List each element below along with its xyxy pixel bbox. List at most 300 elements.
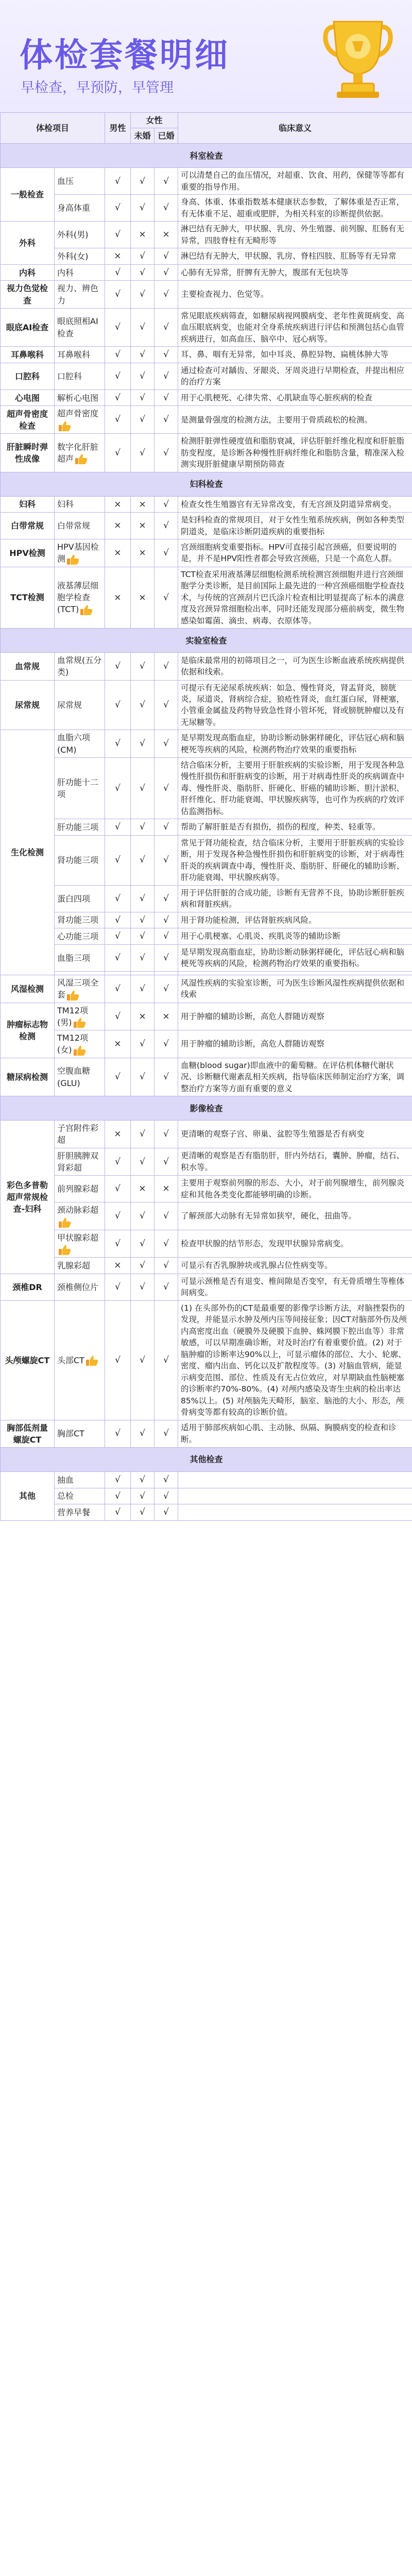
unmarried-mark: ×: [131, 1003, 154, 1030]
male-mark: √: [105, 1504, 131, 1521]
married-mark: √: [154, 1300, 178, 1420]
category-cell: 糖尿病检测: [1, 1058, 55, 1096]
item-cell: 甲状腺彩超: [55, 1230, 105, 1258]
male-mark: √: [105, 912, 131, 928]
item-cell: [55, 971, 105, 975]
meaning-cell: 通过检查可对龋齿、牙龈炎、牙周炎进行早期检查，并提出相应的治疗方案: [178, 363, 412, 389]
table-row: [1, 975, 412, 1003]
table-row: [1, 1471, 412, 1488]
male-mark: √: [105, 1058, 131, 1096]
item-cell: 总检: [55, 1488, 105, 1504]
item-cell: 妇科: [55, 496, 105, 513]
married-mark: √: [154, 928, 178, 945]
unmarried-mark: √: [131, 1148, 154, 1175]
table-row: [1, 944, 412, 971]
item-cell: 乳腺彩超: [55, 1258, 105, 1274]
table-row: [1, 195, 412, 222]
meaning-cell: 是临床最常用的初筛项目之一，可为医生诊断血液系统疾病提供依据和线索。: [178, 653, 412, 680]
married-mark: √: [154, 1488, 178, 1504]
category-cell: 口腔科: [1, 363, 55, 389]
male-mark: √: [105, 308, 131, 346]
category-cell: 生化检测: [1, 730, 55, 975]
meaning-cell: 帮助了解肝脏是否有损伤，损伤的程度，种类、轻重等。: [178, 819, 412, 836]
male-mark: √: [105, 1230, 131, 1258]
male-mark: √: [105, 195, 131, 222]
married-mark: √: [154, 835, 178, 885]
category-cell: 心电图: [1, 389, 55, 406]
table-row: [1, 1058, 412, 1096]
male-mark: √: [105, 1300, 131, 1420]
unmarried-mark: √: [131, 680, 154, 730]
married-mark: √: [154, 819, 178, 836]
table-row: [1, 928, 412, 945]
unmarried-mark: √: [131, 1258, 154, 1274]
married-mark: √: [154, 944, 178, 971]
married-mark: √: [154, 1420, 178, 1447]
category-cell: 胸部低剂量螺旋CT: [1, 1420, 55, 1447]
unmarried-mark: [131, 971, 154, 975]
thumbs-up-icon: [73, 1017, 87, 1028]
table-row: [1, 1003, 412, 1030]
unmarried-mark: √: [131, 1300, 154, 1420]
table-row: [1, 757, 412, 819]
meaning-cell: [178, 1488, 412, 1504]
table-row: [1, 363, 412, 389]
married-mark: √: [154, 757, 178, 819]
married-mark: √: [154, 975, 178, 1003]
table-row: [1, 281, 412, 308]
male-mark: √: [105, 434, 131, 472]
married-mark: √: [154, 168, 178, 195]
married-mark: √: [154, 539, 178, 567]
header-female: 女性: [131, 113, 178, 128]
meaning-cell: [178, 1504, 412, 1521]
meaning-cell: 用于肿瘤的辅助诊断，高危人群随访观察: [178, 1003, 412, 1030]
page-title: 体检套餐明细: [20, 37, 230, 75]
section-title: 妇科检查: [1, 472, 412, 496]
male-mark: √: [105, 264, 131, 281]
category-cell: 超声骨密度检查: [1, 406, 55, 434]
thumbs-up-icon: [58, 420, 72, 432]
category-cell: 彩色多普勒超声常规检查-妇科: [1, 1121, 55, 1274]
meaning-cell: 主要检查视力、色觉等。: [178, 281, 412, 308]
table-row: [1, 513, 412, 539]
unmarried-mark: √: [131, 1274, 154, 1300]
married-mark: √: [154, 264, 178, 281]
unmarried-mark: ×: [131, 539, 154, 567]
header-project: 体检项目: [1, 113, 105, 144]
section-header: [1, 144, 412, 168]
married-mark: √: [154, 885, 178, 912]
meaning-cell: 常见眼底疾病筛查，如糖尿病视网膜病变、老年性黄斑病变、高血压眼底病变，也能对全身系统疾病进行评估和预测包括心血管疾病进行，如高血压、脑卒中、冠心病等。: [178, 308, 412, 346]
meaning-cell: 了解颈部大动脉有无异常如狭窄，硬化，扭曲等。: [178, 1202, 412, 1230]
unmarried-mark: √: [131, 406, 154, 434]
male-mark: ×: [105, 1258, 131, 1274]
married-mark: √: [154, 730, 178, 757]
male-mark: ×: [105, 513, 131, 539]
category-cell: 风湿检测: [1, 975, 55, 1003]
male-mark: ×: [105, 539, 131, 567]
married-mark: ×: [154, 1003, 178, 1030]
category-cell: 头颅螺旋CT: [1, 1300, 55, 1420]
header-meaning: 临床意义: [178, 113, 412, 144]
male-mark: √: [105, 168, 131, 195]
male-mark: √: [105, 680, 131, 730]
table-row: [1, 1258, 412, 1274]
section-title: 科室检查: [1, 144, 412, 168]
category-cell: 一般检查: [1, 168, 55, 222]
meaning-cell: 血糖(blood sugar)即血液中的葡萄糖。在评估机体糖代谢状况、诊断糖代谢紊乱相关疾病，指导临床医师制定治疗方案，调整治疗方案等方面有重要的意义: [178, 1058, 412, 1096]
meaning-cell: 用于肿瘤的辅助诊断，高危人群随访观察: [178, 1030, 412, 1058]
meaning-cell: 常见于肾功能检查，结合临床分析，主要用于肝脏疾病的实验诊断，用于发现各种急慢性肝损伤和肝脏病变的诊断，对于病毒性肝炎的疾病调查中毒，慢性肝炎、脂肪肝、肝硬化的辅助诊断、肝功能衰竭、甲状腺疾病等。: [178, 835, 412, 885]
unmarried-mark: √: [131, 168, 154, 195]
meaning-cell: 主要用于观察前列腺的形态、大小，对于前列腺增生，前列腺炎症和其他各类变化都能够明确的诊断。: [178, 1176, 412, 1202]
unmarried-mark: √: [131, 928, 154, 945]
unmarried-mark: √: [131, 308, 154, 346]
male-mark: √: [105, 1471, 131, 1488]
unmarried-mark: √: [131, 835, 154, 885]
category-cell: 眼底AI检查: [1, 308, 55, 346]
meaning-cell: 检查甲状腺的结节形态，发现甲状腺异常病变。: [178, 1230, 412, 1258]
table-row: [1, 1504, 412, 1521]
married-mark: √: [154, 1148, 178, 1175]
unmarried-mark: √: [131, 1504, 154, 1521]
unmarried-mark: √: [131, 730, 154, 757]
male-mark: √: [105, 885, 131, 912]
meaning-cell: 可以清楚自己的血压情况，对超重、饮食、用药，保健等等都有重要的指导作用。: [178, 168, 412, 195]
meaning-cell: 可显示颈椎是否有退变、椎间隙是否变窄，有无骨质增生等椎体间病变。: [178, 1274, 412, 1300]
male-mark: √: [105, 347, 131, 363]
married-mark: √: [154, 912, 178, 928]
married-mark: ×: [154, 1176, 178, 1202]
male-mark: √: [105, 757, 131, 819]
thumbs-up-icon: [80, 604, 93, 616]
male-mark: √: [105, 1274, 131, 1300]
male-mark: √: [105, 928, 131, 945]
thumbs-up-icon: [75, 453, 88, 465]
item-cell: 血压: [55, 168, 105, 195]
table-row: [1, 496, 412, 513]
meaning-cell: 耳、鼻、咽有无异常，如中耳炎、鼻腔异物、扁桃体肿大等: [178, 347, 412, 363]
married-mark: √: [154, 680, 178, 730]
married-mark: √: [154, 513, 178, 539]
male-mark: √: [105, 281, 131, 308]
table-row: [1, 1230, 412, 1258]
table-row: [1, 1488, 412, 1504]
thumbs-up-icon: [58, 1217, 72, 1228]
unmarried-mark: √: [131, 757, 154, 819]
married-mark: √: [154, 567, 178, 628]
male-mark: √: [105, 1176, 131, 1202]
category-cell: 内科: [1, 264, 55, 281]
unmarried-mark: √: [131, 1471, 154, 1488]
unmarried-mark: √: [131, 347, 154, 363]
header-male: 男性: [105, 113, 131, 144]
item-cell: 风湿三项全套: [55, 975, 105, 1003]
category-cell: TCT检测: [1, 567, 55, 628]
table-row: [1, 1274, 412, 1300]
table-row: [1, 406, 412, 434]
meaning-cell: 用于心肌梗死、心律失常、心肌缺血等心脏疾病的检查: [178, 389, 412, 406]
married-mark: √: [154, 308, 178, 346]
item-cell: 肝胆胰脾双肾彩超: [55, 1148, 105, 1175]
table-row: [1, 835, 412, 885]
married-mark: √: [154, 1058, 178, 1096]
item-cell: TM12项(男): [55, 1003, 105, 1030]
table-row: [1, 222, 412, 248]
item-cell: 前列腺彩超: [55, 1176, 105, 1202]
header-banner: [0, 0, 412, 112]
male-mark: [105, 971, 131, 975]
male-mark: √: [105, 363, 131, 389]
thumbs-up-icon: [73, 1045, 87, 1056]
male-mark: ×: [105, 1030, 131, 1058]
item-cell: 颈椎侧位片: [55, 1274, 105, 1300]
male-mark: √: [105, 730, 131, 757]
married-mark: ×: [154, 222, 178, 248]
married-mark: √: [154, 281, 178, 308]
male-mark: ×: [105, 1121, 131, 1148]
page-subtitle: 早检查，早预防，早管理: [21, 80, 174, 96]
male-mark: √: [105, 1148, 131, 1175]
married-mark: √: [154, 1030, 178, 1058]
item-cell: 视力、辨色力: [55, 281, 105, 308]
item-cell: 眼底照相AI检查: [55, 308, 105, 346]
item-cell: 白带常规: [55, 513, 105, 539]
male-mark: √: [105, 1202, 131, 1230]
married-mark: √: [154, 496, 178, 513]
unmarried-mark: √: [131, 195, 154, 222]
item-cell: TM12项(女): [55, 1030, 105, 1058]
table-row: [1, 819, 412, 836]
item-cell: 血脂六项(CM): [55, 730, 105, 757]
meaning-cell: 更清晰的观察是否有脂肪肝，肝内外结石，囊肿、肿瘤，结石、积水等。: [178, 1148, 412, 1175]
header-married: 已婚: [154, 128, 178, 144]
trophy-icon: [319, 11, 397, 101]
item-cell: 血脂三项: [55, 944, 105, 971]
unmarried-mark: ×: [131, 513, 154, 539]
section-header: [1, 472, 412, 496]
table-row: [1, 567, 412, 628]
unmarried-mark: ×: [131, 1176, 154, 1202]
married-mark: √: [154, 406, 178, 434]
meaning-cell: 淋巴结有无肿大，甲状腺、乳房、脊柱四肢、肛肠等有无异常: [178, 248, 412, 265]
table-row: [1, 1202, 412, 1230]
male-mark: ×: [105, 496, 131, 513]
table-row: [1, 1148, 412, 1175]
male-mark: √: [105, 975, 131, 1003]
item-cell: 口腔科: [55, 363, 105, 389]
item-cell: 超声骨密度: [55, 406, 105, 434]
meaning-cell: [178, 1471, 412, 1488]
table-body: [1, 144, 412, 1521]
table-row: [1, 1176, 412, 1202]
meaning-cell: 可显示有否乳腺肿块或乳腺占位性病变等。: [178, 1258, 412, 1274]
item-cell: 耳鼻喉科: [55, 347, 105, 363]
table-row: [1, 347, 412, 363]
table-row: [1, 308, 412, 346]
male-mark: √: [105, 653, 131, 680]
item-cell: 抽血: [55, 1471, 105, 1488]
item-cell: 肾功能三项: [55, 912, 105, 928]
married-mark: √: [154, 1258, 178, 1274]
category-cell: 其他: [1, 1471, 55, 1520]
section-header: [1, 629, 412, 653]
table-row: [1, 1420, 412, 1447]
category-cell: 尿常规: [1, 680, 55, 730]
unmarried-mark: ×: [131, 222, 154, 248]
unmarried-mark: √: [131, 819, 154, 836]
married-mark: [154, 971, 178, 975]
male-mark: √: [105, 389, 131, 406]
unmarried-mark: √: [131, 1230, 154, 1258]
item-cell: 血常规(五分类): [55, 653, 105, 680]
married-mark: √: [154, 347, 178, 363]
male-mark: √: [105, 944, 131, 971]
unmarried-mark: √: [131, 975, 154, 1003]
item-cell: 营养早餐: [55, 1504, 105, 1521]
item-cell: 颈动脉彩超: [55, 1202, 105, 1230]
unmarried-mark: √: [131, 944, 154, 971]
category-cell: 视力色觉检查: [1, 281, 55, 308]
unmarried-mark: √: [131, 653, 154, 680]
married-mark: √: [154, 195, 178, 222]
unmarried-mark: √: [131, 885, 154, 912]
married-mark: √: [154, 1471, 178, 1488]
male-mark: √: [105, 406, 131, 434]
table-row: [1, 539, 412, 567]
category-cell: HPV检测: [1, 539, 55, 567]
meaning-cell: 结合临床分析，主要用于肝脏疾病的实验诊断，用于发现各种急慢性肝损伤和肝脏病变的诊断，用于对病毒性肝炎的疾病调查中毒、慢性肝炎、脂肪肝、肝硬化、肝癌的辅助诊断、胆汁淤积、肝纤维化、肝功能衰竭、甲状腺疾病等，也可作为疾病的疗效评估监测指标。: [178, 757, 412, 819]
item-cell: 胸部CT: [55, 1420, 105, 1447]
table-row: [1, 971, 412, 975]
package-table: [0, 112, 412, 1521]
meaning-cell: 可提示有无泌尿系统疾病：如急、慢性肾炎，肾盂肾炎，膀胱炎，尿道炎，肾病综合症，狼疮性肾炎，血红蛋白尿，肾梗塞，小管重金属盐及药物导致急性肾小管坏死，肾或膀胱肿瘤以及有无尿糖等。: [178, 680, 412, 730]
married-mark: √: [154, 363, 178, 389]
table-row: [1, 885, 412, 912]
meaning-cell: 心肺有无异常，肝脾有无肿大，腹部有无包块等: [178, 264, 412, 281]
meaning-cell: 是早期发现高脂血症，协助诊断动脉粥样硬化，评估冠心病和脑梗死等疾病的风险，检测药物治疗效果的重要指标: [178, 730, 412, 757]
table-row: [1, 1300, 412, 1420]
male-mark: √: [105, 1003, 131, 1030]
category-cell: 颈椎DR: [1, 1274, 55, 1300]
married-mark: √: [154, 1274, 178, 1300]
unmarried-mark: ×: [131, 496, 154, 513]
unmarried-mark: √: [131, 1030, 154, 1058]
married-mark: √: [154, 1504, 178, 1521]
category-cell: 耳鼻喉科: [1, 347, 55, 363]
category-cell: 肝脏瞬时弹性成像: [1, 434, 55, 472]
item-cell: 空腹血糖(GLU): [55, 1058, 105, 1096]
unmarried-mark: √: [131, 1420, 154, 1447]
table-row: [1, 434, 412, 472]
table-row: [1, 389, 412, 406]
unmarried-mark: √: [131, 912, 154, 928]
item-cell: 身高体重: [55, 195, 105, 222]
meaning-cell: 身高、体重、体重指数基本健康状态参数，了解体重是否正常，有无体重不足、超重或肥胖，为相关科室的诊断提供依据。: [178, 195, 412, 222]
item-cell: 心功能三项: [55, 928, 105, 945]
thumbs-up-icon: [85, 1355, 99, 1366]
item-cell: 子宫附件彩超: [55, 1121, 105, 1148]
section-header: [1, 1096, 412, 1121]
unmarried-mark: √: [131, 363, 154, 389]
item-cell: 内科: [55, 264, 105, 281]
male-mark: ×: [105, 567, 131, 628]
meaning-cell: 检测肝脏弹性硬度值和脂肪衰减，评估肝脏纤维化程度和肝脏脂肪变程度，是诊断各种慢性肝病纤维化和脂肪含量，精准深入检测实现肝脏健康早期预防筛查: [178, 434, 412, 472]
section-title: 其他检查: [1, 1447, 412, 1471]
meaning-cell: 是妇科检查的常规项目，对于女性生殖系统疾病，例如各种类型阴道炎，是临床诊断阴道疾病的重要指标: [178, 513, 412, 539]
meaning-cell: 是测量骨强度的检测方法，主要用于骨质疏松的检测。: [178, 406, 412, 434]
table-row: [1, 912, 412, 928]
unmarried-mark: √: [131, 434, 154, 472]
married-mark: √: [154, 1230, 178, 1258]
item-cell: 外科(男): [55, 222, 105, 248]
unmarried-mark: √: [131, 389, 154, 406]
meaning-cell: [178, 971, 412, 975]
meaning-cell: 更清晰的观察子宫、卵巢、盆腔等生殖器是否有病变: [178, 1121, 412, 1148]
married-mark: √: [154, 1202, 178, 1230]
item-cell: 数字化肝脏超声: [55, 434, 105, 472]
unmarried-mark: √: [131, 281, 154, 308]
item-cell: 头部CT: [55, 1300, 105, 1420]
meaning-cell: 适用于肺部疾病如心肌、主动脉、纵隔、胸膜病变的检查和诊断。: [178, 1420, 412, 1447]
item-cell: 肾功能三项: [55, 835, 105, 885]
married-mark: √: [154, 248, 178, 265]
item-cell: 尿常规: [55, 680, 105, 730]
meaning-cell: 淋巴结有无肿大，甲状腺、乳房、外生殖器、前列腺、肛肠有无异常，四肢脊柱有无畸形等: [178, 222, 412, 248]
meaning-cell: 用于肾功能检测，评估肾脏疾病风险。: [178, 912, 412, 928]
section-title: 影像检查: [1, 1096, 412, 1121]
header-unmarried: 未婚: [131, 128, 154, 144]
meaning-cell: (1) 在头部外伤的CT是最重要的影像学诊断方法，对脑挫裂伤的发现，并能显示水肿及颅内压等间接征象；因CT对脑部外伤及颅内高密度出血（硬膜外及硬膜下血肿、蛛网膜下腔出血等）非常敏感，可以早期准确诊断，对及时治疗有着重要价值。(2) 对于脑肿瘤的诊断率达90%以上，可显示瘤体的部位、大小、轮廓、密度、瘤内出血、钙化以及扩散程度等。(3) 对脑血管病，能显示病变范围、部位、性质及有无占位效应，对早期缺血性脑梗塞的诊断率约70%-80%。(4) 对颅内感染及寄生虫病的检出率达85%以上。(5) 对颅脑先天畸形，脑室、脑池的大小、形态，颅骨病变等都有较高的诊断价值。: [178, 1300, 412, 1420]
item-cell: 肝功能十二项: [55, 757, 105, 819]
meaning-cell: 是早期发现高脂血症，协助诊断动脉粥样硬化，评估冠心病和脑梗死等疾病的风险，检测药物治疗效果的重要指标。: [178, 944, 412, 971]
table-row: [1, 264, 412, 281]
thumbs-up-icon: [66, 990, 80, 1001]
category-cell: 白带常规: [1, 513, 55, 539]
married-mark: √: [154, 1121, 178, 1148]
category-cell: 外科: [1, 222, 55, 265]
table-row: [1, 730, 412, 757]
male-mark: √: [105, 222, 131, 248]
table-row: [1, 248, 412, 265]
category-cell: 肿瘤标志物检测: [1, 1003, 55, 1058]
male-mark: √: [105, 1488, 131, 1504]
item-cell: 蛋白四项: [55, 885, 105, 912]
unmarried-mark: √: [131, 1121, 154, 1148]
item-cell: 肝功能三项: [55, 819, 105, 836]
unmarried-mark: ×: [131, 567, 154, 628]
category-cell: 妇科: [1, 496, 55, 513]
unmarried-mark: √: [131, 248, 154, 265]
item-cell: HPV基因检测: [55, 539, 105, 567]
table-row: [1, 1121, 412, 1148]
meaning-cell: 宫颈细胞病变重要指标。HPV可直接引起宫颈癌，但要说明的是，并不是HPV阳性者都会导致宫颈癌，只是一个高危人群。: [178, 539, 412, 567]
married-mark: √: [154, 653, 178, 680]
meaning-cell: TCT检查采用液基薄层细胞检测系统检测宫颈细胞并进行宫颈细胞学分类诊断，是目前国际上最先进的一种宫颈癌细胞学检查技术，与传统的宫颈刮片巴氏涂片检查相比明显提高了标本的满意度及宫颈异常细胞检出率，同时还能发现部分癌前病变，微生物感染如霉菌、滴虫、病毒、衣原体等。: [178, 567, 412, 628]
meaning-cell: 用于心肌梗塞、心肌炎、疾肌炎等的辅助诊断: [178, 928, 412, 945]
male-mark: ×: [105, 248, 131, 265]
table-row: [1, 680, 412, 730]
unmarried-mark: √: [131, 1058, 154, 1096]
section-title: 实验室检查: [1, 629, 412, 653]
section-header: [1, 1447, 412, 1471]
thumbs-up-icon: [66, 554, 80, 565]
table-row: [1, 168, 412, 195]
item-cell: 解析心电图: [55, 389, 105, 406]
married-mark: √: [154, 434, 178, 472]
item-cell: 液基薄层细胞学检查(TCT): [55, 567, 105, 628]
